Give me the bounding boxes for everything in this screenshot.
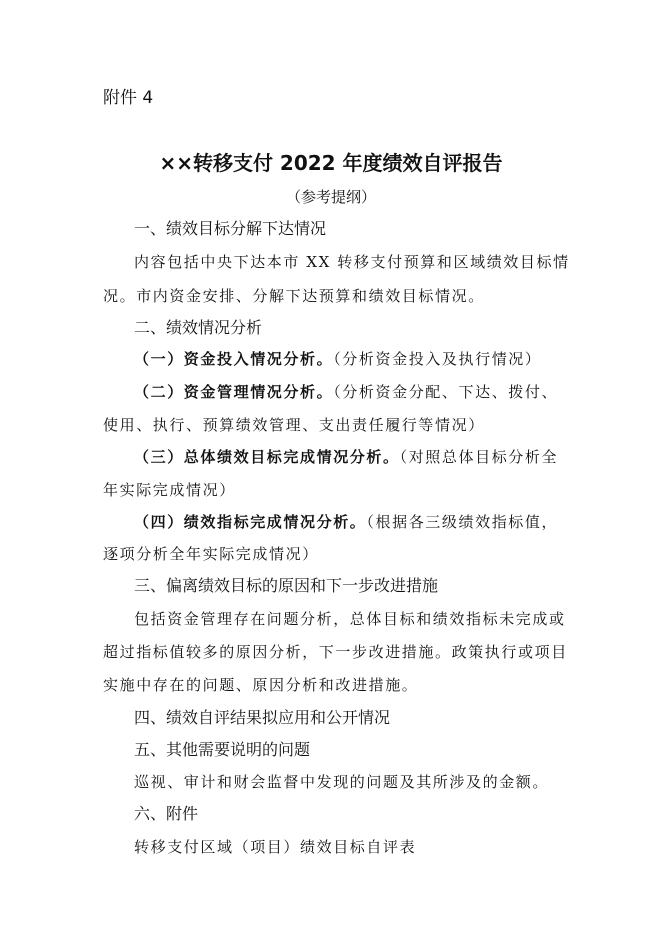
- section-2-item-2: [134, 382, 558, 402]
- section-3-body-line-2: 超过指标值较多的原因分析，下一步改进措施。政策执行或项目: [103, 643, 568, 661]
- section-3-body-line-1: 包括资金管理存在问题分析，总体目标和绩效指标未完成或: [134, 610, 566, 628]
- section-2-item-4-line-2: 逐项分析全年实际完成情况）: [103, 545, 319, 563]
- report-title: ××转移支付 2022 年度绩效自评报告: [159, 151, 503, 175]
- section-5-heading: 五、其他需要说明的问题: [134, 740, 311, 759]
- item-2-text: （分析资金分配、下达、拨付、: [333, 383, 559, 401]
- section-4-heading: 四、绩效自评结果拟应用和公开情况: [134, 708, 391, 727]
- section-2-item-3-line-2: 年实际完成情况）: [103, 481, 236, 499]
- section-2-item-4: [134, 512, 558, 532]
- item-2-heading: （二）资金管理情况分析。: [134, 383, 334, 401]
- section-3-heading: 三、偏离绩效目标的原因和下一步改进措施: [134, 576, 439, 595]
- report-subtitle: （参考提纲）: [285, 188, 376, 206]
- item-1-heading: （一）资金投入情况分析。: [134, 350, 334, 368]
- section-1-body-line-2: 况。市内资金安排、分解下达预算和绩效目标情况。: [103, 287, 485, 305]
- section-2-item-1: [134, 349, 542, 369]
- item-1-text: （分析资金投入及执行情况）: [333, 350, 542, 368]
- item-3-text: （对照总体目标分析全: [399, 448, 559, 466]
- section-2-item-2-line-2: 使用、执行、预算绩效管理、支出责任履行等情况）: [103, 416, 485, 434]
- section-1-heading: 一、绩效目标分解下达情况: [134, 219, 327, 238]
- section-2-heading: 二、绩效情况分析: [134, 318, 263, 337]
- attachment-label: 附件 4: [103, 88, 154, 108]
- item-4-heading: （四）绩效指标完成情况分析。: [134, 513, 367, 531]
- section-6-heading: 六、附件: [134, 804, 199, 823]
- item-4-text: （根据各三级绩效指标值，: [366, 513, 559, 531]
- item-3-heading: （三）总体绩效目标完成情况分析。: [134, 448, 400, 466]
- section-5-body-line-1: 巡视、审计和财会监督中发现的问题及其所涉及的金额。: [134, 773, 550, 791]
- section-3-body-line-3: 实施中存在的问题、原因分析和改进措施。: [103, 676, 419, 694]
- section-1-body-line-1: 内容包括中央下达本市 XX 转移支付预算和区域绩效目标情: [134, 253, 570, 271]
- section-6-body-line-1: 转移支付区域（项目）绩效目标自评表: [134, 838, 417, 856]
- section-2-item-3: [134, 447, 558, 467]
